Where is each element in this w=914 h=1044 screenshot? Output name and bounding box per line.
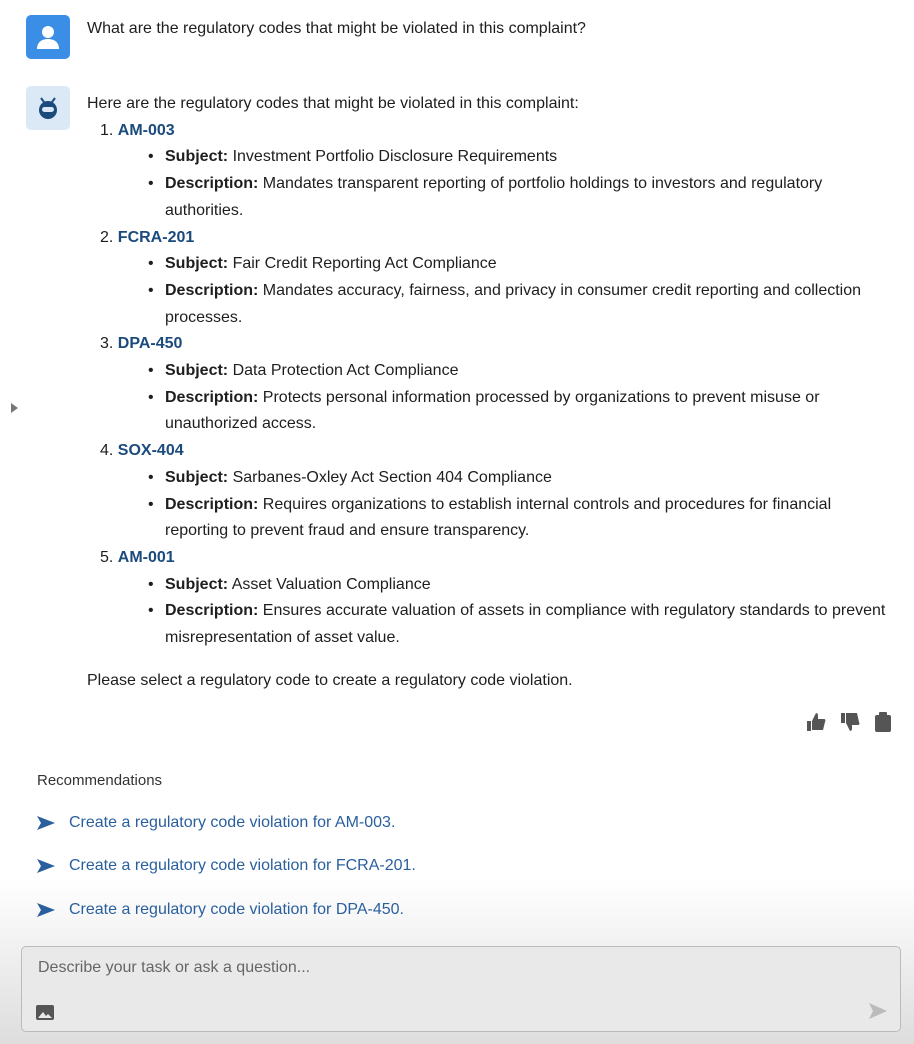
subject-label: Subject: <box>165 575 229 593</box>
subject-text: Data Protection Act Compliance <box>232 362 459 380</box>
thumbs-down-icon[interactable] <box>840 712 860 737</box>
description-item <box>148 598 897 651</box>
code-link[interactable]: SOX-404 <box>117 442 184 460</box>
code-link[interactable]: AM-003 <box>117 121 175 139</box>
description-item <box>148 492 897 545</box>
subject-text: Fair Credit Reporting Act Compliance <box>232 255 497 273</box>
user-avatar <box>26 15 70 59</box>
subject-label: Subject: <box>165 255 229 273</box>
code-list <box>100 118 897 652</box>
subject-text: Sarbanes-Oxley Act Section 404 Compliance <box>232 468 552 486</box>
recommendation-text: Create a regulatory code violation for AM-003. <box>69 813 396 831</box>
description-text: Mandates accuracy, fairness, and privacy in consumer credit reporting and collection processes. <box>165 281 862 326</box>
code-link[interactable]: DPA-450 <box>117 335 183 353</box>
description-text: Requires organizations to establish internal controls and procedures for financial reporting to prevent fraud and ensure transparency. <box>165 495 832 540</box>
recommendation-item[interactable] <box>37 845 416 889</box>
code-link[interactable]: FCRA-201 <box>117 228 195 246</box>
answer-intro: Here are the regulatory codes that might be violated in this complaint: <box>87 95 579 112</box>
send-icon[interactable] <box>868 1002 888 1025</box>
code-details <box>148 572 897 652</box>
feedback-actions <box>806 712 892 737</box>
send-arrow-icon <box>37 859 55 873</box>
bot-answer <box>87 91 897 694</box>
code-number: 2. <box>100 228 114 246</box>
description-label: Description: <box>165 388 259 406</box>
thumbs-up-icon[interactable] <box>806 712 826 737</box>
image-upload-icon[interactable] <box>36 1005 54 1025</box>
code-details <box>148 358 897 438</box>
description-item <box>148 385 897 438</box>
subject-item <box>148 144 897 171</box>
subject-text: Asset Valuation Compliance <box>231 575 431 593</box>
chat-input-box <box>21 946 901 1032</box>
recommendations-label: Recommendations <box>37 772 163 789</box>
description-label: Description: <box>165 281 259 299</box>
user-question: What are the regulatory codes that might be violated in this complaint? <box>87 20 586 37</box>
code-number: 5. <box>100 548 114 566</box>
user-icon <box>36 24 60 50</box>
chat-input[interactable] <box>38 959 838 977</box>
code-number: 1. <box>100 121 114 139</box>
description-label: Description: <box>165 602 259 620</box>
subject-item <box>148 572 897 599</box>
code-item <box>100 225 897 332</box>
recommendation-item[interactable] <box>37 801 416 845</box>
description-item <box>148 278 897 331</box>
bot-avatar <box>26 86 70 130</box>
description-label: Description: <box>165 495 259 513</box>
description-label: Description: <box>165 175 259 193</box>
code-number: 4. <box>100 442 114 460</box>
code-item <box>100 331 897 438</box>
description-text: Mandates transparent reporting of portfolio holdings to investors and regulatory authorities. <box>165 175 823 219</box>
code-number: 3. <box>100 335 114 353</box>
recommendation-item[interactable] <box>37 888 416 932</box>
robot-icon <box>36 96 60 120</box>
subject-label: Subject: <box>165 148 229 166</box>
subject-text: Investment Portfolio Disclosure Requirements <box>232 148 558 166</box>
code-item <box>100 545 897 652</box>
recommendation-text: Create a regulatory code violation for FCRA-201. <box>69 857 416 875</box>
expand-caret-icon[interactable] <box>11 403 18 413</box>
description-item <box>148 171 897 224</box>
description-text: Protects personal information processed by organizations to prevent misuse or unauthorized access. <box>165 388 820 433</box>
code-item <box>100 438 897 545</box>
closing-text: Please select a regulatory code to create a regulatory code violation. <box>87 671 573 689</box>
code-details <box>148 251 897 331</box>
send-arrow-icon <box>37 816 55 830</box>
code-details <box>148 144 897 224</box>
send-arrow-icon <box>37 903 55 917</box>
code-item <box>100 118 897 225</box>
subject-item <box>148 465 897 492</box>
recommendation-text: Create a regulatory code violation for DPA-450. <box>69 900 404 918</box>
subject-item <box>148 251 897 278</box>
code-link[interactable]: AM-001 <box>117 548 175 566</box>
recommendations <box>37 772 416 932</box>
subject-item <box>148 358 897 385</box>
code-details <box>148 465 897 545</box>
subject-label: Subject: <box>165 362 229 380</box>
copy-clipboard-icon[interactable] <box>874 712 892 737</box>
description-text: Ensures accurate valuation of assets in compliance with regulatory standards to prevent misrepresentation of asset value. <box>165 602 886 647</box>
subject-label: Subject: <box>165 468 229 486</box>
